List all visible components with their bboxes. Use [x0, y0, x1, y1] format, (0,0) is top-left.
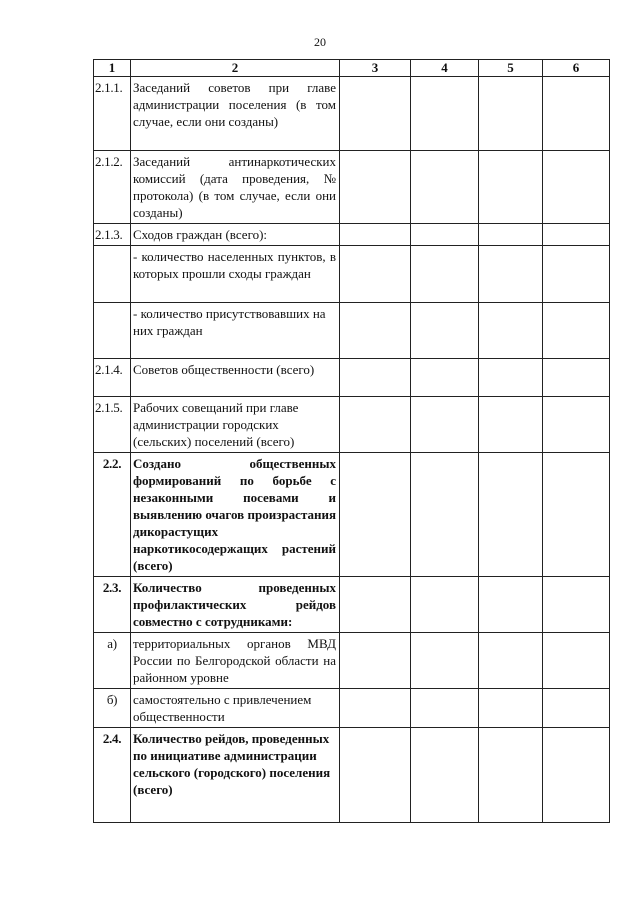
row-number: б) — [94, 689, 131, 728]
table-cell — [411, 689, 479, 728]
table-cell — [479, 77, 543, 151]
table-cell — [340, 359, 411, 397]
table-cell — [479, 689, 543, 728]
table-cell — [479, 359, 543, 397]
table-row — [94, 633, 610, 689]
table-cell — [411, 151, 479, 224]
row-label: Создано общественных формирований по борьбе с незаконными посевами и выявлению очагов произрастания дикорастущих наркотикосодержащих растений (всего) — [131, 453, 340, 577]
table-cell — [340, 224, 411, 246]
table-cell — [340, 728, 411, 823]
row-number: 2.3. — [94, 577, 131, 633]
row-label: Сходов граждан (всего): — [131, 224, 340, 246]
row-number: 2.1.5. — [94, 397, 131, 453]
table-cell — [340, 151, 411, 224]
row-label: Количество проведенных профилактических рейдов совместно с сотрудниками: — [131, 577, 340, 633]
row-number: 2.1.1. — [94, 77, 131, 151]
table-row — [94, 246, 610, 303]
table-cell — [543, 77, 610, 151]
table-cell — [543, 397, 610, 453]
column-header: 6 — [543, 60, 610, 77]
row-number — [94, 303, 131, 359]
report-table — [93, 59, 610, 823]
table-cell — [411, 577, 479, 633]
table-row — [94, 577, 610, 633]
table-cell — [340, 577, 411, 633]
table-cell — [411, 303, 479, 359]
table-cell — [340, 246, 411, 303]
row-label: Заседаний советов при главе администрации поселения (в том случае, если они созданы) — [131, 77, 340, 151]
table-cell — [479, 453, 543, 577]
row-label: - количество присутствовавших на них граждан — [131, 303, 340, 359]
table-row — [94, 151, 610, 224]
column-header: 2 — [131, 60, 340, 77]
table-cell — [479, 728, 543, 823]
table-cell — [340, 453, 411, 577]
table-cell — [340, 77, 411, 151]
table-cell — [543, 224, 610, 246]
table-row — [94, 397, 610, 453]
table-cell — [411, 224, 479, 246]
column-header: 4 — [411, 60, 479, 77]
table-cell — [479, 397, 543, 453]
table-cell — [340, 303, 411, 359]
table-row — [94, 728, 610, 823]
table-cell — [479, 303, 543, 359]
row-number: 2.2. — [94, 453, 131, 577]
table-cell — [543, 303, 610, 359]
table-cell — [543, 246, 610, 303]
table-cell — [411, 77, 479, 151]
table-cell — [411, 453, 479, 577]
column-header: 5 — [479, 60, 543, 77]
table-cell — [411, 633, 479, 689]
row-label: Заседаний антинаркотических комиссий (дата проведения, № протокола) (в том случае, если они созданы) — [131, 151, 340, 224]
row-label: Количество рейдов, проведенных по инициативе администрации сельского (городского) поселения (всего) — [131, 728, 340, 823]
table-cell — [543, 359, 610, 397]
table-header-row — [94, 60, 610, 77]
table-row — [94, 224, 610, 246]
column-header: 3 — [340, 60, 411, 77]
table-row — [94, 77, 610, 151]
table-row — [94, 453, 610, 577]
table-cell — [479, 246, 543, 303]
row-number: 2.1.4. — [94, 359, 131, 397]
row-label: территориальных органов МВД России по Белгородской области на районном уровне — [131, 633, 340, 689]
table-cell — [479, 151, 543, 224]
row-number: а) — [94, 633, 131, 689]
table-cell — [340, 689, 411, 728]
table-row — [94, 359, 610, 397]
row-label: Рабочих совещаний при главе администрации городских (сельских) поселений (всего) — [131, 397, 340, 453]
table-cell — [543, 577, 610, 633]
table-cell — [411, 359, 479, 397]
page-number: 20 — [314, 35, 326, 49]
row-number: 2.1.2. — [94, 151, 131, 224]
table-cell — [543, 453, 610, 577]
table-cell — [543, 151, 610, 224]
table-cell — [543, 633, 610, 689]
table-cell — [411, 397, 479, 453]
table-cell — [479, 577, 543, 633]
table-cell — [411, 728, 479, 823]
table-row — [94, 689, 610, 728]
row-label: Советов общественности (всего) — [131, 359, 340, 397]
table-cell — [543, 689, 610, 728]
column-header: 1 — [94, 60, 131, 77]
row-label: - количество населенных пунктов, в которых прошли сходы граждан — [131, 246, 340, 303]
row-number: 2.1.3. — [94, 224, 131, 246]
row-number — [94, 246, 131, 303]
table-cell — [543, 728, 610, 823]
table-cell — [340, 633, 411, 689]
row-number: 2.4. — [94, 728, 131, 823]
table-row — [94, 303, 610, 359]
row-label: самостоятельно с привлечением общественности — [131, 689, 340, 728]
table-cell — [340, 397, 411, 453]
table-cell — [411, 246, 479, 303]
table-cell — [479, 633, 543, 689]
table-cell — [479, 224, 543, 246]
